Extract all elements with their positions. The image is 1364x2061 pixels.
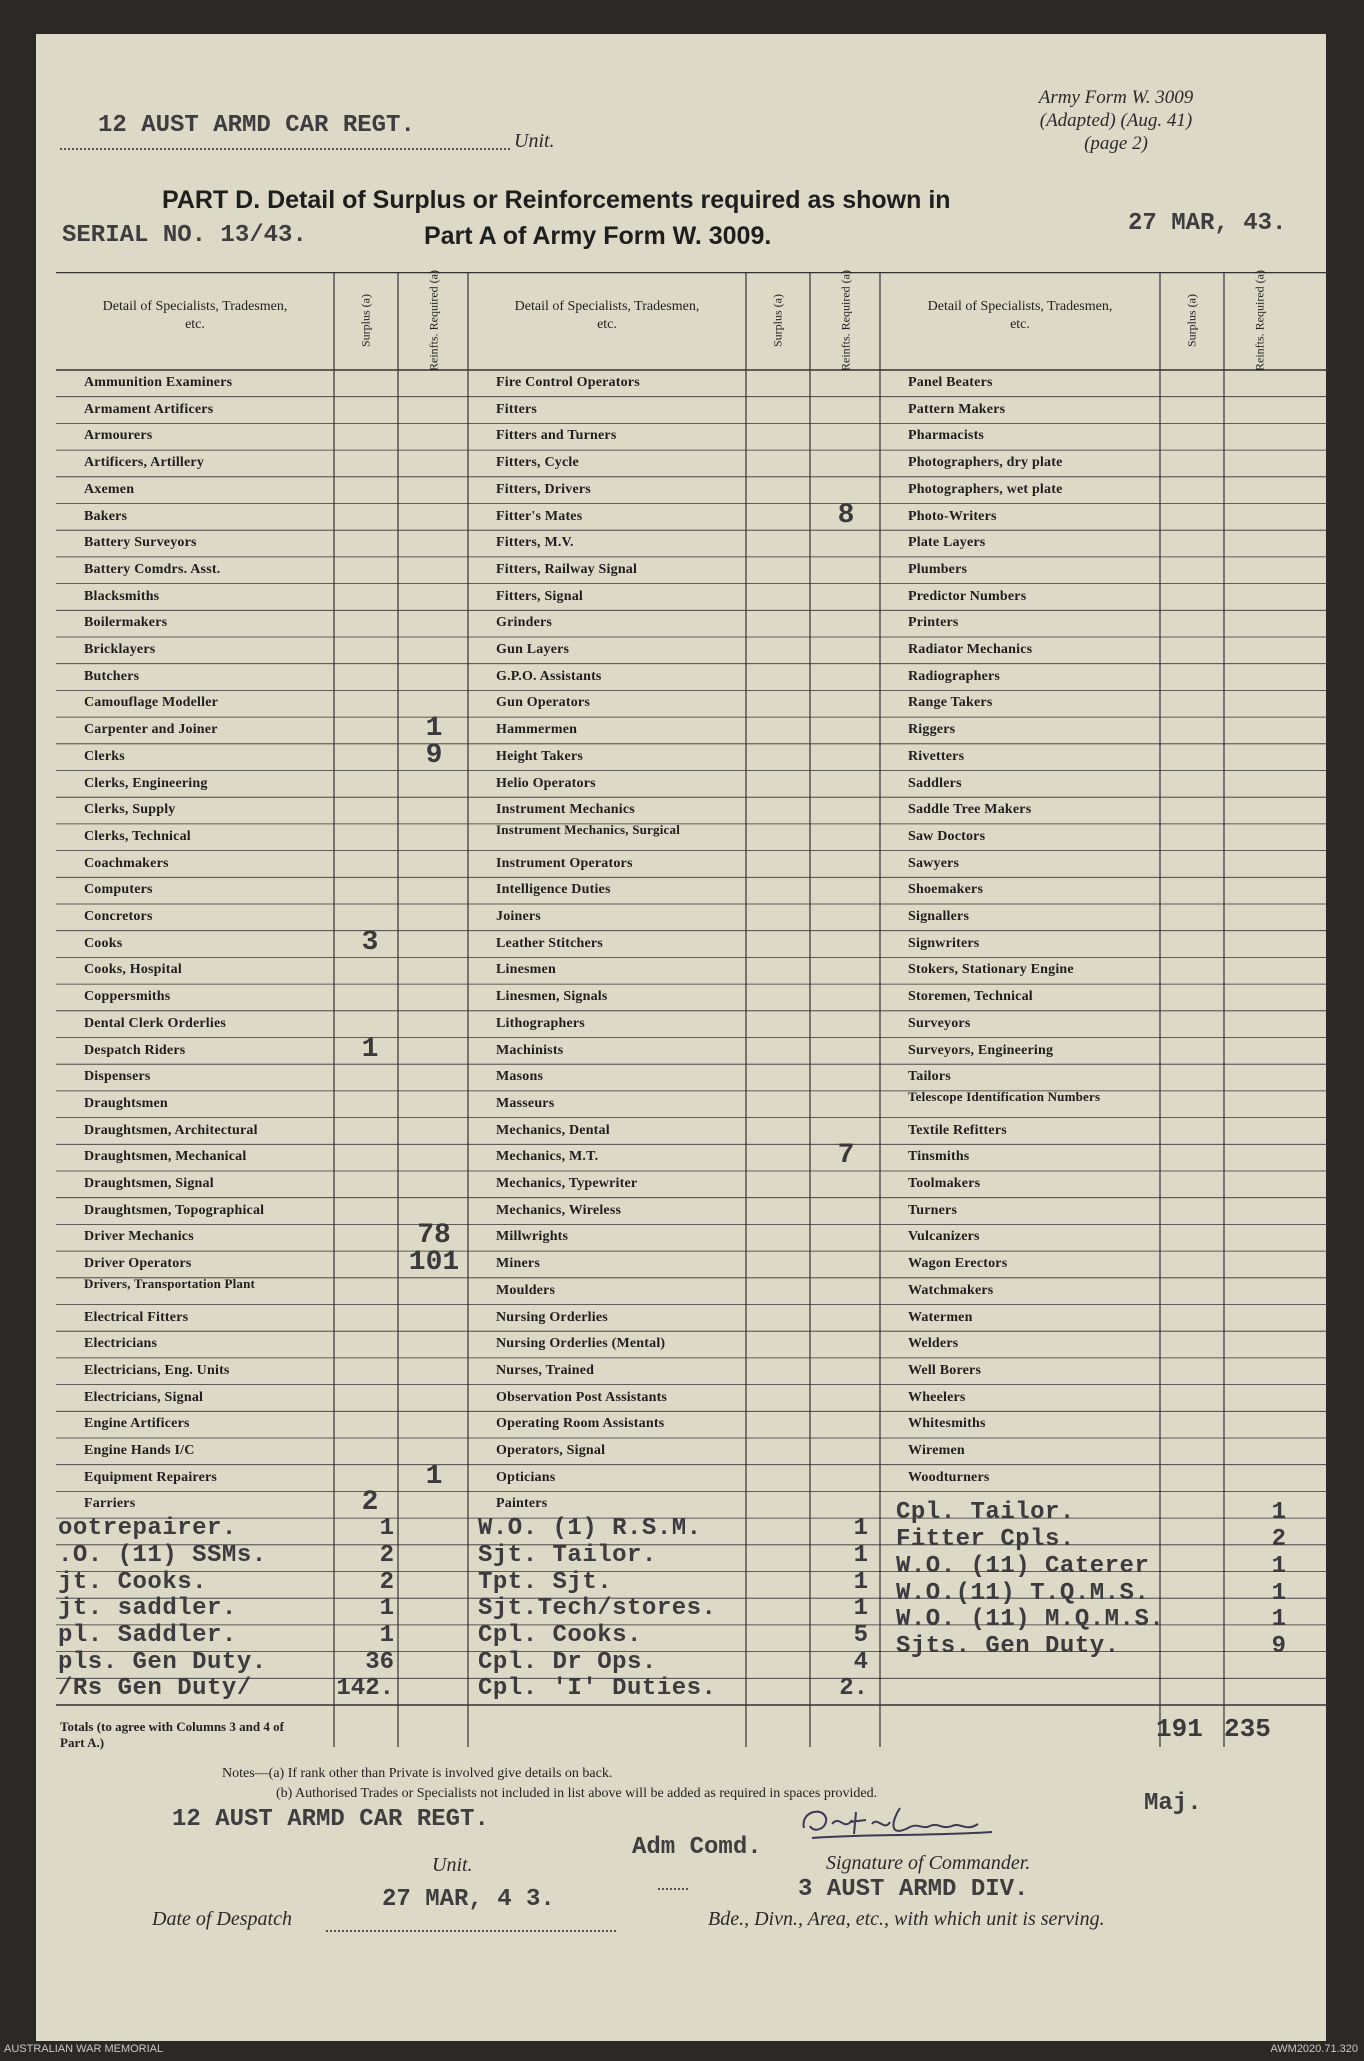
table-row-label: Engine Hands I/C [84,1443,195,1458]
typed-entry-reinfts: 1 [853,1568,868,1596]
typed-entry-reinfts: 4 [853,1648,868,1676]
table-row-label: Despatch Riders [84,1042,186,1058]
archive-accession: AWM2020.71.320 [1270,2043,1358,2055]
table-row-label: Drivers, Transportation Plant [84,1275,256,1291]
typed-entry-surplus: 142. [336,1675,394,1703]
table-row-label: Nurses, Trained [496,1362,595,1378]
header-surplus-col: Surplus (a) [770,294,785,347]
table-row-label: Hammermen [496,722,578,738]
total-reinfts: 235 [1224,1714,1271,1744]
typed-entry-label: Cpl. Cooks. [478,1621,642,1649]
table-row-label: Leather Stitchers [496,935,603,951]
unit-typed-header: 12 AUST ARMD CAR REGT. [98,112,415,139]
table-row-label: Dental Clerk Orderlies [84,1015,227,1031]
table-row-label: Height Takers [496,748,584,764]
typed-entry-reinfts: 5 [853,1621,868,1649]
note-a: Notes—(a) If rank other than Private is involved give details on back. [222,1766,613,1781]
handwritten-value: 2 [361,1487,379,1519]
table-row-label: Tinsmiths [908,1149,970,1165]
table-row-label: Surveyors [908,1015,971,1031]
table-row-label: Electricians, Signal [84,1389,204,1405]
table-row-label: Electricians [84,1336,158,1352]
table-row-label: Radiographers [908,668,1001,684]
table-row-label: Mechanics, M.T. [496,1149,599,1165]
table-row-label: Helio Operators [496,775,596,791]
table-row-label: Intelligence Duties [496,882,611,898]
table-row-label: Dispensers [84,1069,151,1085]
typed-entry-surplus: 2 [379,1568,394,1596]
table-row-label: Masseurs [496,1095,555,1111]
typed-entry-label: W.O. (11) Caterer [896,1552,1150,1580]
table-row-label: Telescope Identification Numbers [908,1088,1101,1104]
handwritten-value: 8 [837,499,855,531]
table-row-label: Clerks, Engineering [84,775,208,791]
table-row-label: Joiners [496,909,541,924]
table-row-label: Photo-Writers [908,508,997,524]
table-row-label: Signwriters [908,935,980,951]
typed-entry-reinfts: 2 [1271,1526,1286,1554]
table-row-label: Toolmakers [908,1176,981,1191]
table-row-label: Mechanics, Wireless [496,1202,622,1218]
unit-label-header: Unit. [514,130,555,152]
table-row-label: Instrument Mechanics [496,802,635,818]
table-row-label: Printers [908,615,959,631]
unit-dotline [60,148,510,150]
signature-label: Signature of Commander. [826,1852,1031,1874]
table-row-label: Fire Control Operators [496,375,640,390]
table-row-label: Saddlers [908,775,962,791]
typed-entry-reinfts: 1 [853,1515,868,1543]
table-row-label: Coppersmiths [84,989,171,1005]
table-row-label: Welders [908,1336,959,1352]
table-row-label: Fitters, Signal [496,588,583,604]
table-row-label: Battery Comdrs. Asst. [84,561,221,577]
table-row-label: Whitesmiths [908,1416,986,1432]
bde-label: Bde., Divn., Area, etc., with which unit is serving. [708,1908,1105,1930]
typed-entry-surplus: 1 [379,1515,394,1543]
typed-entry-reinfts: 1 [853,1595,868,1623]
note-b: (b) Authorised Trades or Specialists not included in list above will be added as required in spaces provided. [276,1786,878,1801]
typed-entry-label: .O. (11) SSMs. [58,1541,267,1569]
handwritten-value: 3 [361,926,379,958]
table-row-label: Carpenter and Joiner [84,722,218,738]
table-row-label: Turners [908,1202,958,1218]
typed-entry-surplus: 2 [379,1541,394,1569]
table-row-label: Pattern Makers [908,401,1006,417]
table-row-label: Battery Surveyors [84,535,197,551]
table-row-label: Armourers [84,428,153,444]
archive-institution: AUSTRALIAN WAR MEMORIAL [4,2043,164,2055]
table-row-label: Instrument Mechanics, Surgical [496,821,681,837]
table-row-label: Draughtsmen, Topographical [84,1202,265,1218]
table-row-label: Concretors [84,909,153,924]
table-row-label: Fitters, M.V. [496,535,574,551]
table-row-label: Saw Doctors [908,828,986,844]
table-row-label: Draughtsmen, Signal [84,1176,214,1191]
rank-maj: Maj. [1144,1790,1202,1817]
table-row-label: Draughtsmen [84,1095,168,1111]
table-row-label: Millwrights [496,1229,569,1245]
table-row-label: Gun Layers [496,642,570,657]
handwritten-value: 9 [425,739,443,771]
table-row-label: Stokers, Stationary Engine [908,962,1074,978]
table-row-label: Fitters, Cycle [496,455,579,471]
typed-entry-label: Cpl. Tailor. [896,1499,1075,1527]
total-surplus: 191 [1156,1714,1203,1744]
handwritten-value: 101 [408,1247,460,1279]
table-row-label: Fitter's Mates [496,508,583,524]
table-row-label: Surveyors, Engineering [908,1042,1054,1058]
table-row-label: Electricians, Eng. Units [84,1362,230,1378]
typed-entry-label: pl. Saddler. [58,1621,237,1649]
table-row-label: Wiremen [908,1443,965,1458]
archive-bar [0,2041,1364,2061]
table-row-label: Wagon Erectors [908,1256,1008,1272]
table-row-label: Electrical Fitters [84,1309,189,1325]
typed-entry-label: Sjts. Gen Duty. [896,1632,1120,1660]
table-row-label: Cooks [84,935,123,951]
table-row-label: Masons [496,1069,544,1085]
handwritten-value: 7 [837,1140,855,1172]
typed-entry-reinfts: 1 [853,1541,868,1569]
header-reinfts-col: Reinfts. Required (a) [426,270,441,371]
typed-entry-reinfts: 1 [1271,1579,1286,1607]
table-row-label: Storemen, Technical [908,989,1033,1005]
table-row-label: Pharmacists [908,428,985,444]
typed-entry-label: jt. Cooks. [58,1568,208,1596]
typed-entry-reinfts: 2. [839,1675,868,1703]
table-row-label: Instrument Operators [496,855,633,871]
table-row-label: Machinists [496,1042,564,1058]
table-row-label: Gun Operators [496,695,590,711]
header-surplus-col: Surplus (a) [358,294,373,347]
typed-entry-surplus: 1 [379,1621,394,1649]
typed-entry-label: W.O. (11) M.Q.M.S. [896,1606,1165,1634]
date-of-despatch-label: Date of Despatch [152,1908,292,1930]
date-of-despatch-typed: 27 MAR, 4 3. [382,1886,555,1913]
table-row-label: Grinders [496,615,553,631]
table-row-label: Saddle Tree Makers [908,802,1032,818]
table-row-label: Shoemakers [908,882,984,898]
table-row-label: Ammunition Examiners [84,375,233,390]
table-row-label: Radiator Mechanics [908,642,1033,657]
table-row-label: Driver Operators [84,1256,192,1272]
unit-typed-footer: 12 AUST ARMD CAR REGT. [172,1806,489,1833]
table-row-label: Plumbers [908,561,968,577]
header-reinfts-col: Reinfts. Required (a) [838,270,853,371]
header-detail-col: Detail of Specialists, Tradesmen, etc. [514,299,700,332]
table-row-label: Bricklayers [84,642,156,657]
table-row-label: Lithographers [496,1015,585,1031]
table-row-label: Engine Artificers [84,1416,190,1432]
table-row-label: Textile Refitters [908,1122,1007,1138]
table-row-label: Sawyers [908,855,960,871]
table-row-label: Operating Room Assistants [496,1416,665,1432]
typed-entry-label: W.O.(11) T.Q.M.S. [896,1579,1150,1607]
table-row-label: Nursing Orderlies (Mental) [496,1336,666,1352]
table-row-label: Computers [84,882,153,898]
table-row-label: Woodturners [908,1469,990,1485]
typed-entry-reinfts: 1 [1271,1606,1286,1634]
table-row-label: Moulders [496,1282,556,1298]
table-row-label: Wheelers [908,1389,966,1405]
table-row-label: Well Borers [908,1362,982,1378]
form-reference: Army Form W. 3009 (Adapted) (Aug. 41) (page 2) [1038,87,1194,154]
table-row-label: Painters [496,1496,548,1512]
typed-entry-label: W.O. (1) R.S.M. [478,1515,702,1543]
typed-entry-reinfts: 1 [1271,1552,1286,1580]
typed-entry-label: Cpl. Dr Ops. [478,1648,657,1676]
despatch-dotline [326,1930,616,1932]
table-row-label: Camouflage Modeller [84,695,219,711]
unit-label-footer: Unit. [432,1854,473,1876]
table-row-label: Clerks [84,748,125,764]
table-row-label: Butchers [84,668,140,684]
table-row-label: Panel Beaters [908,375,993,390]
header-surplus-col: Surplus (a) [1184,294,1199,347]
table-row-label: Draughtsmen, Mechanical [84,1149,247,1165]
handwritten-value: 78 [417,1220,451,1252]
date-typed-header: 27 MAR, 43. [1128,210,1287,237]
table-row-label: Draughtsmen, Architectural [84,1122,258,1138]
form-title-line1: PART D. Detail of Surplus or Reinforcements required as shown in [162,186,951,214]
division-typed: 3 AUST ARMD DIV. [798,1876,1029,1903]
typed-entry-surplus: 1 [379,1595,394,1623]
table-row-label: Boilermakers [84,615,168,631]
table-row-label: Fitters [496,401,538,417]
table-row-label: Artificers, Artillery [84,455,205,471]
typed-entry-reinfts: 1 [1271,1499,1286,1527]
typed-entry-label: Sjt.Tech/stores. [478,1595,717,1623]
table-row-label: Plate Layers [908,535,986,551]
typed-entry-reinfts: 9 [1271,1632,1286,1660]
table-row-label: Blacksmiths [84,588,160,604]
table-row-label: Photographers, wet plate [908,481,1063,497]
table-row-label: Clerks, Supply [84,802,176,818]
header-reinfts-col: Reinfts. Required (a) [1252,270,1267,371]
table-row-label: Armament Artificers [84,401,214,417]
table-row-label: Bakers [84,508,128,524]
table-row-label: Opticians [496,1469,556,1485]
table-row-label: Fitters and Turners [496,428,617,444]
table-row-label: Predictor Numbers [908,588,1027,604]
table-row-label: Miners [496,1256,540,1272]
handwritten-value: 1 [425,1460,443,1492]
table-row-label: Mechanics, Dental [496,1122,610,1138]
table-row-label: Equipment Repairers [84,1469,218,1485]
table-row-label: Linesmen, Signals [496,989,608,1005]
typed-entry-label: Fitter Cpls. [896,1526,1075,1554]
header-detail-col: Detail of Specialists, Tradesmen, etc. [927,299,1113,332]
table-row-label: Cooks, Hospital [84,962,182,978]
totals-label: Totals (to agree with Columns 3 and 4 of Part A.) [60,1719,284,1750]
table-row-label: Fitters, Drivers [496,481,591,497]
adm-comd: Adm Comd. [632,1834,762,1861]
typed-entry-label: pls. Gen Duty. [58,1648,267,1676]
table-row-label: Vulcanizers [908,1229,980,1245]
table-row-label: Linesmen [496,962,556,978]
typed-entry-surplus: 36 [365,1648,394,1676]
typed-entry-label: Cpl. 'I' Duties. [478,1675,717,1703]
commander-signature [792,1798,1042,1848]
form-sheet [36,34,1326,2041]
handwritten-value: 1 [361,1033,379,1065]
form-title-line2: Part A of Army Form W. 3009. [424,222,772,250]
table-row-label: Riggers [908,722,956,738]
table-row-label: Farriers [84,1496,136,1512]
table-row-label: Watermen [908,1309,973,1325]
typed-entry-label: /Rs Gen Duty/ [58,1675,252,1703]
table-row-label: Mechanics, Typewriter [496,1176,638,1191]
table-row-label: Photographers, dry plate [908,455,1063,471]
table-row-label: Nursing Orderlies [496,1309,608,1325]
serial-number: SERIAL NO. 13/43. [62,222,307,249]
typed-entry-label: Sjt. Tailor. [478,1541,657,1569]
typed-entry-label: Tpt. Sjt. [478,1568,613,1596]
table-row-label: Signallers [908,909,970,924]
table-row-label: Clerks, Technical [84,828,191,844]
typed-entry-label: jt. saddler. [58,1595,237,1623]
table-row-label: Tailors [908,1069,951,1085]
table-row-label: Rivetters [908,748,965,764]
table-row-label: Operators, Signal [496,1443,606,1458]
table-row-label: Watchmakers [908,1282,994,1298]
table-row-label: Axemen [84,481,135,497]
header-detail-col: Detail of Specialists, Tradesmen, etc. [102,299,288,332]
table-row-label: Observation Post Assistants [496,1389,668,1405]
table-row-label: Range Takers [908,695,993,711]
typed-entry-label: ootrepairer. [58,1515,237,1543]
handwritten-value: 1 [425,713,443,745]
division-dotline [658,1888,688,1890]
table-row-label: G.P.O. Assistants [496,668,602,684]
table-row-label: Driver Mechanics [84,1229,194,1245]
table-row-label: Fitters, Railway Signal [496,561,638,577]
table-row-label: Coachmakers [84,855,169,871]
